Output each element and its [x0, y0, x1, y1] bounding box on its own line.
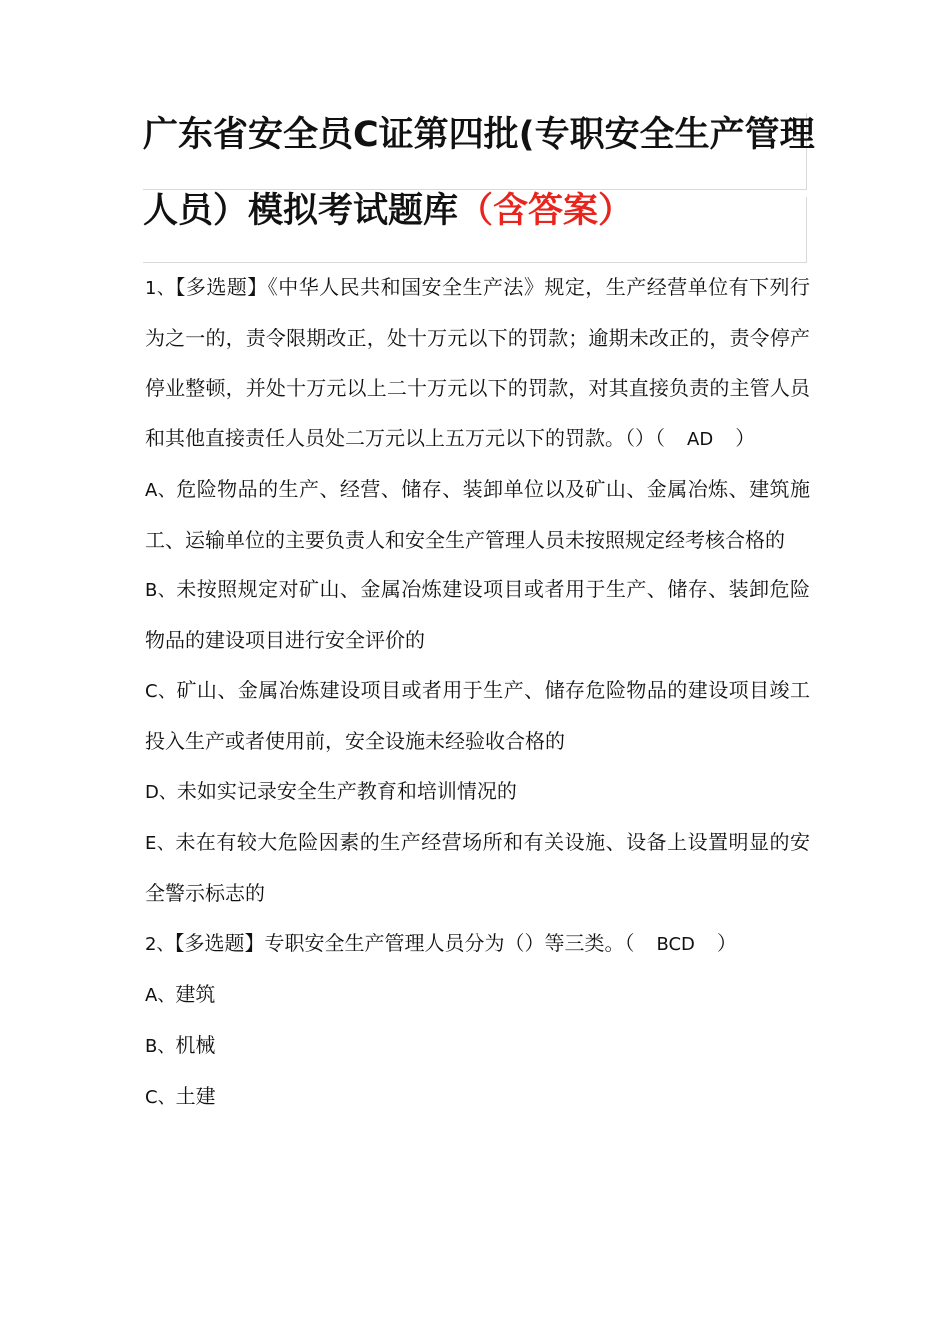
question-1-option-e	[145, 818, 810, 919]
question-1-close: ）	[735, 425, 756, 450]
option-key: B、	[145, 1035, 176, 1057]
option-key: C、	[145, 1086, 176, 1108]
question-2-option-c	[145, 1072, 810, 1123]
question-2-text: 专职安全生产管理人员分为（）等三类。（	[264, 930, 635, 955]
title-box-line1	[143, 113, 815, 190]
question-1-text: 《中华人民共和国安全生产法》规定，生产经营单位有下列行为之一的，责令限期改正，处十万元以下的罚款；逾期未改正的，责令停产停业整顿，并处十万元以上二十万元以下的罚款，对其直接负责的主管人员和其他直接责任人员处二万元以上五万元以下的罚款。（）（	[145, 275, 811, 450]
question-2-answer: BCD	[656, 933, 695, 955]
option-text: 机械	[175, 1032, 216, 1057]
question-1-option-b	[145, 565, 810, 666]
title-main-text: 人员）模拟考试题库	[143, 191, 459, 231]
option-text: 危险物品的生产、经营、储存、装卸单位以及矿山、金属冶炼、建筑施工、运输单位的主要负责人和安全生产管理人员未按照规定经考核合格的	[145, 476, 810, 552]
question-2-close: ）	[716, 930, 737, 955]
question-1-number: 1、	[145, 278, 176, 299]
option-key: C、	[145, 681, 177, 703]
option-text: 矿山、金属冶炼建设项目或者用于生产、储存危险物品的建设项目竣工投入生产或者使用前，安全设施未经验收合格的	[145, 678, 811, 754]
question-1-option-d	[145, 767, 810, 818]
document-title-line1: 广东省安全员C证第四批(专职安全生产管理	[143, 115, 815, 155]
option-key: A、	[145, 984, 176, 1006]
option-key: B、	[145, 580, 177, 602]
question-1-option-c	[145, 666, 810, 767]
question-2-type: 【多选题】	[174, 930, 265, 955]
title-box-line2	[143, 191, 807, 263]
question-1-stem	[145, 263, 810, 465]
question-2-number: 2、	[145, 933, 175, 955]
option-key: D、	[145, 782, 177, 804]
option-text: 土建	[175, 1083, 216, 1108]
option-text: 未在有较大危险因素的生产经营场所和有关设施、设备上设置明显的安全警示标志的	[145, 829, 811, 905]
option-key: A、	[145, 479, 177, 501]
question-1-type: 【多选题】	[175, 275, 268, 299]
question-1-answer: AD	[687, 428, 714, 450]
question-1-option-a	[145, 465, 810, 566]
question-2-option-b	[145, 1021, 810, 1072]
title-highlight-text: （含答案）	[458, 191, 634, 231]
document-title-line2	[143, 191, 633, 231]
question-2-stem	[145, 919, 810, 970]
option-text: 未如实记录安全生产教育和培训情况的	[176, 779, 517, 804]
option-text: 未按照规定对矿山、金属冶炼建设项目或者用于生产、储存、装卸危险物品的建设项目进行安全评价的	[145, 577, 810, 653]
option-key: E、	[145, 832, 176, 854]
question-list	[145, 263, 810, 1122]
question-2-option-a	[145, 970, 810, 1021]
option-text: 建筑	[175, 981, 216, 1006]
